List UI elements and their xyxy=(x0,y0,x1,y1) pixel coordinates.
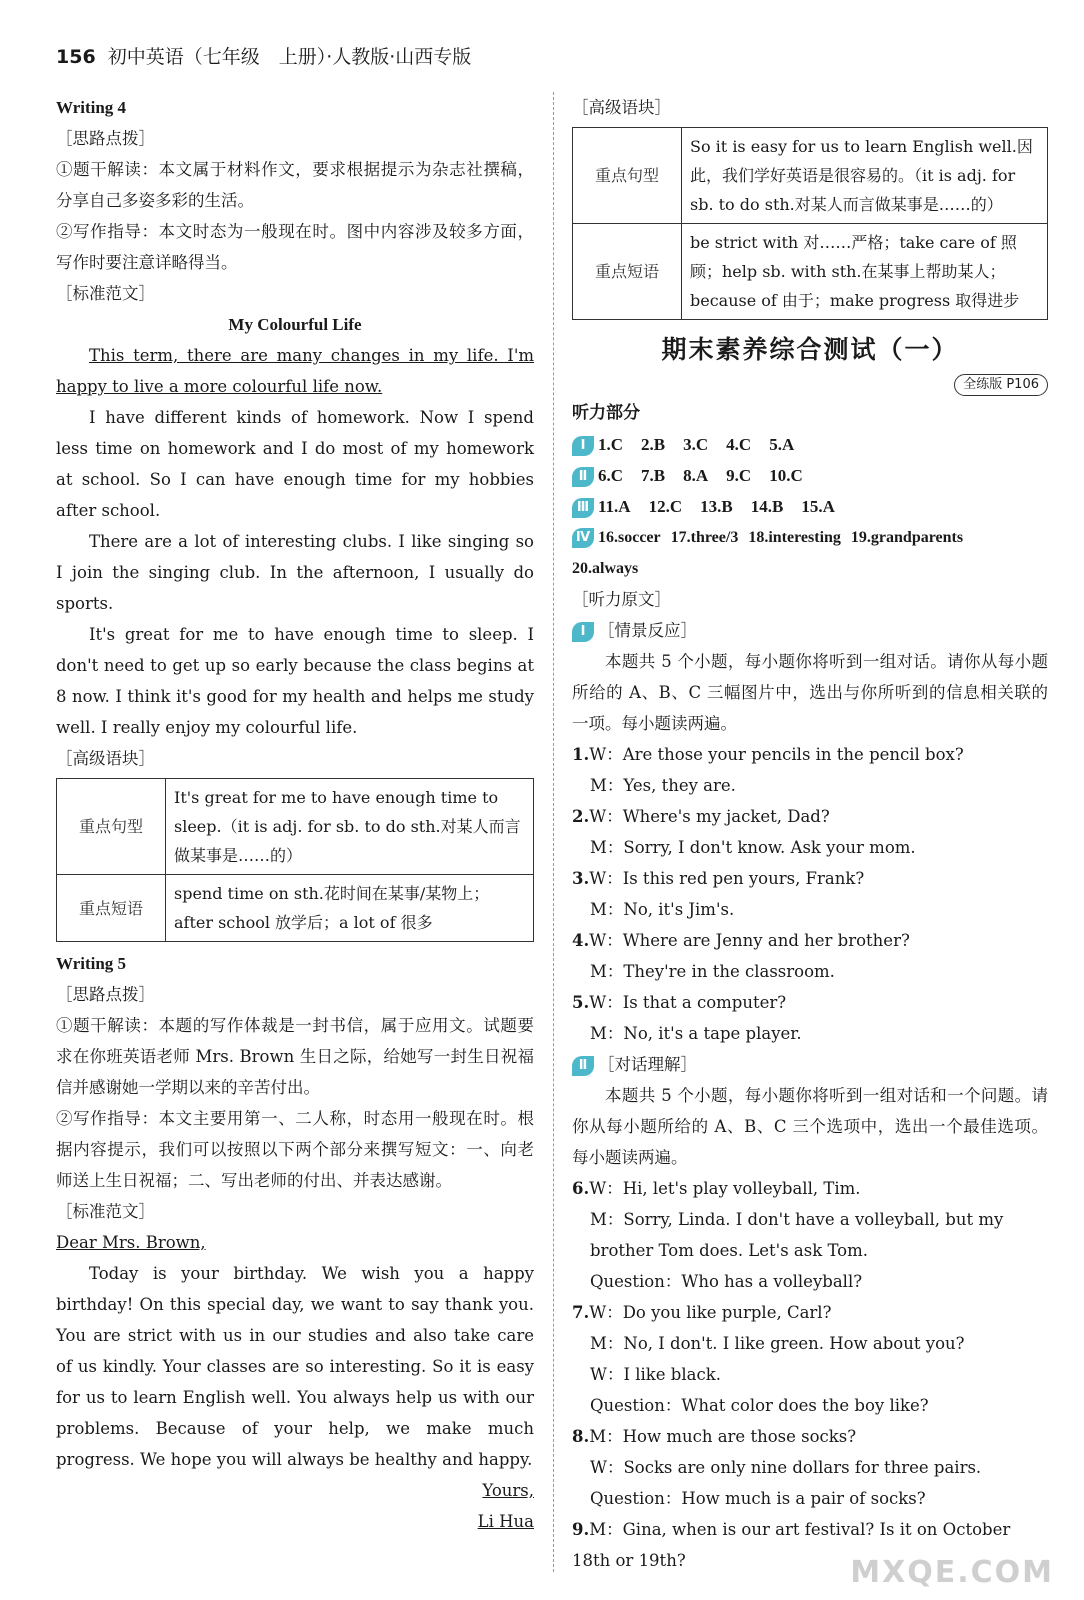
table-label: 重点短语 xyxy=(573,224,682,320)
section1-intro: 本题共 5 个小题，每小题你将听到一组对话。请你从每小题所给的 A、B、C 三幅图片中，选出与你所听到的信息相关联的一项。每小题读两遍。 xyxy=(572,652,1048,733)
dialogue-text: W：Hi, let's play volleyball, Tim. xyxy=(589,1179,861,1198)
answer: 8.A xyxy=(683,466,709,485)
section-badge: Ⅱ xyxy=(572,1056,594,1076)
table-label: 重点句型 xyxy=(57,779,166,875)
dialogue-line xyxy=(572,863,1048,894)
dialogue-text: M：They're in the classroom. xyxy=(590,962,835,981)
reference-tag xyxy=(572,367,1048,398)
answer-row xyxy=(572,522,1048,553)
essay-paragraph-3: There are a lot of interesting clubs. I like singing so I join the singing club. In the afternoon, I usually do sports. xyxy=(56,532,534,613)
answer: 3.C xyxy=(683,435,709,454)
section-badge: Ⅰ xyxy=(572,622,594,642)
dialogue-line xyxy=(572,1483,1048,1514)
letter-signature-text: Li Hua xyxy=(477,1512,534,1531)
writing5-phrase-table xyxy=(572,127,1048,320)
answer: 5.A xyxy=(769,435,795,454)
section1-dialogues xyxy=(572,739,1048,1049)
question-number: 3. xyxy=(572,869,590,888)
question-number: 7. xyxy=(572,1303,590,1322)
section-badge: Ⅲ xyxy=(572,498,594,518)
answer: 17.three/3 xyxy=(670,529,739,546)
writing5-title: Writing 5 xyxy=(56,954,127,973)
dialogue-text: W：Do you like purple, Carl? xyxy=(589,1303,832,1322)
table-row xyxy=(57,779,534,875)
writing4-model-heading: ［标准范文］ xyxy=(56,284,155,303)
test-title: 期末素养综合测试（一） xyxy=(661,335,959,364)
dialogue-text: W：Is this red pen yours, Frank? xyxy=(589,869,865,888)
answer: 9.C xyxy=(726,466,752,485)
writing4-title: Writing 4 xyxy=(56,98,127,117)
dialogue-text: W：Where's my jacket, Dad? xyxy=(589,807,830,826)
section2-heading xyxy=(572,1049,1048,1080)
dialogue-text: M：Yes, they are. xyxy=(590,776,736,795)
table-content: So it is easy for us to learn English well.因此，我们学好英语是很容易的。（it is adj. for sb. to do sth.对某人而言做某事是……的） xyxy=(682,128,1048,224)
writing4-advanced-heading: ［高级语块］ xyxy=(56,749,155,768)
dialogue-text: Question：Who has a volleyball? xyxy=(590,1272,863,1291)
dialogue-text: Question：What color does the boy like? xyxy=(590,1396,929,1415)
answer: 14.B xyxy=(750,497,784,516)
dialogue-line xyxy=(572,1359,1048,1390)
answer: 11.A xyxy=(598,497,631,516)
letter-signature xyxy=(56,1506,534,1537)
answer-extra: 20.always xyxy=(572,560,639,577)
dialogue-line xyxy=(572,1452,1048,1483)
dialogue-text: W：Where are Jenny and her brother? xyxy=(589,931,910,950)
answer: 12.C xyxy=(648,497,683,516)
dialogue-text: Question：How much is a pair of socks? xyxy=(590,1489,926,1508)
dialogue-line xyxy=(572,801,1048,832)
section2-title: ［对话理解］ xyxy=(598,1055,697,1074)
dialogue-line xyxy=(572,1390,1048,1421)
answer: 10.C xyxy=(769,466,803,485)
dialogue-line xyxy=(572,832,1048,863)
answer: 19.grandparents xyxy=(850,529,964,546)
dialogue-line xyxy=(572,1173,1048,1204)
writing4-hint-2: ②写作指导：本文时态为一般现在时。图中内容涉及较多方面，写作时要注意详略得当。 xyxy=(56,222,534,272)
listening-heading: 听力部分 xyxy=(572,403,640,423)
question-number: 6. xyxy=(572,1179,590,1198)
table-label: 重点句型 xyxy=(573,128,682,224)
dialogue-text: M：Gina, when is our art festival? Is it on October 18th or 19th? xyxy=(572,1520,1011,1570)
page-header xyxy=(56,42,471,69)
table-content: It's great for me to have enough time to sleep.（it is adj. for sb. to do sth.对某人而言做某事是……的） xyxy=(166,779,534,875)
essay-paragraph-1: This term, there are many changes in my life. I'm happy to live a more colourful life now. xyxy=(56,346,534,396)
book-title: 初中英语（七年级 上册）·人教版·山西专版 xyxy=(107,46,472,68)
answer-row xyxy=(572,491,1048,522)
dialogue-text: M：No, it's Jim's. xyxy=(590,900,735,919)
dialogue-text: M：Sorry, Linda. I don't have a volleyball, but my brother Tom does. Let's ask Tom. xyxy=(590,1210,1004,1260)
answer-row xyxy=(572,429,1048,460)
dialogue-text: M：No, I don't. I like green. How about you? xyxy=(590,1334,965,1353)
table-content: spend time on sth.花时间在某事/某物上；after school 放学后；a lot of 很多 xyxy=(166,875,534,942)
question-number: 4. xyxy=(572,931,590,950)
answer: 16.soccer xyxy=(598,529,661,546)
letter-closing xyxy=(56,1475,534,1506)
writing5-model-heading: ［标准范文］ xyxy=(56,1202,155,1221)
answer: 4.C xyxy=(726,435,752,454)
answer: 18.interesting xyxy=(748,529,841,546)
dialogue-line xyxy=(572,956,1048,987)
dialogue-line xyxy=(572,1421,1048,1452)
writing5-hint-heading: ［思路点拨］ xyxy=(56,985,155,1004)
right-column xyxy=(572,92,1048,1576)
essay-paragraph-2: I have different kinds of homework. Now I spend less time on homework and I do most of my homework at school. So I can have enough time for my hobbies after school. xyxy=(56,408,534,520)
table-row xyxy=(573,128,1048,224)
section-badge: Ⅱ xyxy=(572,467,594,487)
watermark: MXQE.COM xyxy=(850,1555,1054,1590)
table-label: 重点短语 xyxy=(57,875,166,942)
dialogue-line xyxy=(572,1204,1048,1266)
section-badge: Ⅳ xyxy=(572,528,594,548)
dialogue-text: M：No, it's a tape player. xyxy=(590,1024,802,1043)
section2-intro: 本题共 5 个小题，每小题你将听到一组对话和一个问题。请你从每小题所给的 A、B、C 三个选项中，选出一个最佳选项。每小题读两遍。 xyxy=(572,1086,1048,1167)
writing4-hint-heading: ［思路点拨］ xyxy=(56,129,155,148)
writing4-phrase-table xyxy=(56,778,534,942)
advanced-heading: ［高级语块］ xyxy=(572,98,671,117)
dialogue-line xyxy=(572,770,1048,801)
answer: 1.C xyxy=(598,435,624,454)
answer: 6.C xyxy=(598,466,624,485)
dialogue-text: M：How much are those socks? xyxy=(589,1427,857,1446)
answer: 7.B xyxy=(641,466,666,485)
dialogue-line xyxy=(572,987,1048,1018)
question-number: 2. xyxy=(572,807,590,826)
section1-title: ［情景反应］ xyxy=(598,621,697,640)
letter-body: Today is your birthday. We wish you a happy birthday! On this special day, we want to say thank you. You are strict with us in our studies and also take care of us kindly. Your classes are so interesting. So it is easy for us to learn English well. You always help us with our problems. Because of your help, we make much progress. We hope you will always be healthy and happy. xyxy=(56,1264,534,1469)
table-row xyxy=(57,875,534,942)
dialogue-line xyxy=(572,1266,1048,1297)
section2-dialogues xyxy=(572,1173,1048,1576)
question-number: 8. xyxy=(572,1427,590,1446)
dialogue-text: W：I like black. xyxy=(590,1365,721,1384)
dialogue-line xyxy=(572,739,1048,770)
dialogue-line xyxy=(572,925,1048,956)
section1-heading xyxy=(572,615,1048,646)
dialogue-text: W：Is that a computer? xyxy=(589,993,787,1012)
question-number: 9. xyxy=(572,1520,590,1539)
essay-title: My Colourful Life xyxy=(228,315,362,334)
dialogue-text: W：Socks are only nine dollars for three pairs. xyxy=(590,1458,982,1477)
answer: 2.B xyxy=(641,435,666,454)
question-number: 1. xyxy=(572,745,590,764)
writing5-hint-1: ①题干解读：本题的写作体裁是一封书信，属于应用文。试题要求在你班英语老师 Mrs. Brown 生日之际，给她写一封生日祝福信并感谢她一学期以来的辛苦付出。 xyxy=(56,1016,534,1097)
writing5-hint-2: ②写作指导：本文主要用第一、二人称，时态用一般现在时。根据内容提示，我们可以按照以下两个部分来撰写短文：一、向老师送上生日祝福；二、写出老师的付出、并表达感谢。 xyxy=(56,1109,534,1190)
dialogue-line xyxy=(572,1018,1048,1049)
reference-tag-text: 全练版 P106 xyxy=(954,374,1048,396)
answer: 13.B xyxy=(700,497,733,516)
essay-paragraph-4: It's great for me to have enough time to sleep. I don't need to get up so early because the class begins at 8 now. I think it's good for my health and helps me study well. I really enjoy my colourful life. xyxy=(56,625,534,737)
page-number: 156 xyxy=(56,46,96,68)
letter-greeting: Dear Mrs. Brown, xyxy=(56,1233,206,1252)
dialogue-text: M：Sorry, I don't know. Ask your mom. xyxy=(590,838,916,857)
dialogue-line xyxy=(572,1328,1048,1359)
table-content: be strict with 对……严格；take care of 照顾；help sb. with sth.在某事上帮助某人；because of 由于；make progress 取得进步 xyxy=(682,224,1048,320)
writing4-hint-1: ①题干解读：本文属于材料作文，要求根据提示为杂志社撰稿，分享自己多姿多彩的生活。 xyxy=(56,160,534,210)
dialogue-line xyxy=(572,1297,1048,1328)
letter-closing-text: Yours, xyxy=(482,1481,534,1500)
dialogue-line xyxy=(572,894,1048,925)
answer: 15.A xyxy=(801,497,835,516)
transcript-heading: ［听力原文］ xyxy=(572,590,671,609)
column-divider xyxy=(553,92,554,1572)
dialogue-text: W：Are those your pencils in the pencil box? xyxy=(589,745,964,764)
answer-row xyxy=(572,460,1048,491)
left-column xyxy=(56,92,534,1537)
section-badge: Ⅰ xyxy=(572,436,594,456)
table-row xyxy=(573,224,1048,320)
question-number: 5. xyxy=(572,993,590,1012)
